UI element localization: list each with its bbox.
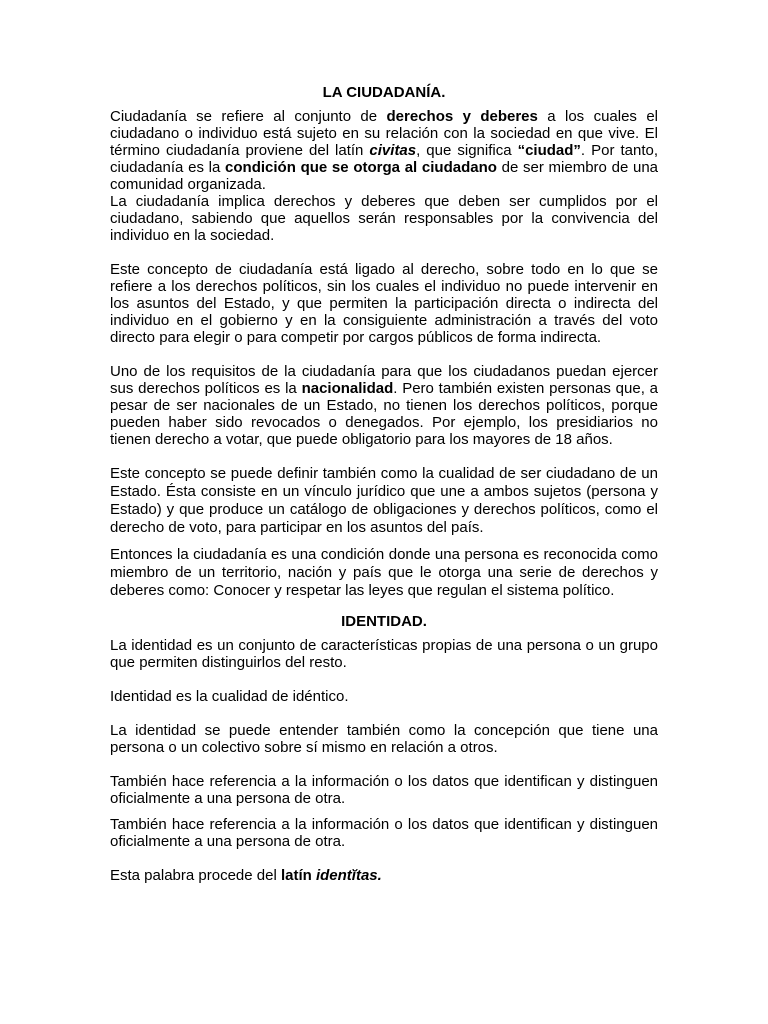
paragraph-cualidad: Este concepto se puede definir también como la cualidad de ser ciudadano de un Estado. Ésta consiste en un vínculo jurídico que une a ambos sujetos (persona y Estado) y que produce un catálogo de obligaciones y derechos políticos, como el derecho de voto, para participar en los asuntos del país. [110, 465, 658, 536]
paragraph-identidad-1: La identidad es un conjunto de características propias de una persona o un grupo que permiten distinguirlos del resto. [110, 637, 658, 671]
bold-ciudad: “ciudad” [517, 142, 581, 159]
paragraph-etimologia: Esta palabra procede del latín identĭtas. [110, 867, 382, 884]
document-page [110, 84, 658, 884]
bold-derechos-deberes: derechos y deberes [386, 108, 538, 125]
title-identidad: IDENTIDAD. [341, 613, 427, 630]
paragraph-identidad-4: También hace referencia a la información o los datos que identifican y distinguen oficialmente a una persona de otra. [110, 773, 658, 807]
paragraph-condicion: Entonces la ciudadanía es una condición donde una persona es reconocida como miembro de un territorio, nación y país que le otorga una serie de derechos y deberes como: Conocer y respetar las leyes que regulan el sistema político. [110, 546, 658, 599]
paragraph-requisitos: Uno de los requisitos de la ciudadanía para que los ciudadanos puedan ejercer sus derechos políticos es la nacionalidad. Pero también existen personas que, a pesar de ser nacionales de un Estado, no tienen los derechos políticos, porque pueden haber sido revocados o denegados. Por ejemplo, los presidiarios no tienen derecho a votar, que puede obligatorio para los mayores de 18 años. [110, 363, 658, 448]
paragraph-identidad-5: También hace referencia a la información o los datos que identifican y distinguen oficialmente a una persona de otra. [110, 816, 658, 850]
paragraph-identidad-2: Identidad es la cualidad de idéntico. [110, 688, 349, 705]
paragraph-implica: La ciudadanía implica derechos y deberes que deben ser cumplidos por el ciudadano, sabiendo que aquellos serán responsables por la convivencia del individuo en la sociedad. [110, 193, 658, 244]
italic-civitas: civitas [369, 142, 417, 159]
bold-latin: latín [280, 867, 312, 884]
bold-nacionalidad: nacionalidad [301, 380, 394, 397]
paragraph-derecho: Este concepto de ciudadanía está ligado al derecho, sobre todo en lo que se refiere a los derechos políticos, sin los cuales el individuo no puede intervenir en los asuntos del Estado, y que permiten la participación directa o indirecta del individuo en el gobierno y en la consiguiente administración a través del voto directo para elegir o para competir por cargos públicos de forma indirecta. [110, 261, 658, 346]
title-ciudadania: LA CIUDADANÍA. [322, 84, 446, 101]
italic-identitas: identĭtas. [315, 867, 382, 884]
paragraph-identidad-3: La identidad se puede entender también como la concepción que tiene una persona o un colectivo sobre sí mismo en relación a otros. [110, 722, 658, 756]
paragraph-definicion: Ciudadanía se refiere al conjunto de derechos y deberes a los cuales el ciudadano o individuo está sujeto en su relación con la sociedad en que vive. El término ciudadanía proviene del latín civitas, que significa “ciudad”. Por tanto, ciudadanía es la condición que se otorga al ciudadano de ser miembro de una comunidad organizada. [110, 108, 659, 193]
bold-condicion: condición que se otorga al ciudadano [225, 159, 497, 176]
